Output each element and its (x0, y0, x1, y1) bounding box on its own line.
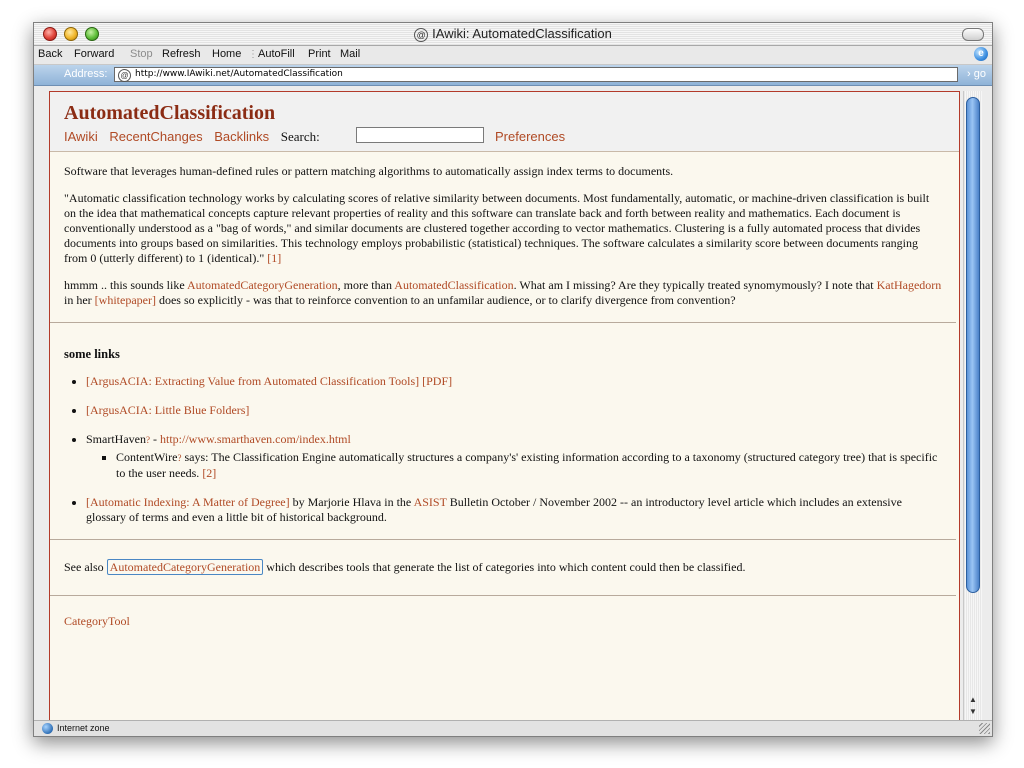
see-also-paragraph (64, 560, 942, 575)
status-bar (34, 720, 992, 737)
scroll-down-arrow-icon[interactable]: ▼ (969, 707, 977, 716)
browser-toolbar (34, 46, 992, 65)
link-argus-little-blue-folders[interactable]: [ArgusACIA: Little Blue Folders] (86, 403, 250, 417)
vertical-scrollbar[interactable] (963, 91, 982, 721)
list-text: Bulletin October / November 2002 -- an introductory level article which includes an extensive glossary of terms and even a little bit of historical background. (86, 495, 902, 524)
go-label: go (973, 68, 986, 80)
intro-paragraph: Software that leverages human-defined rules or pattern matching algorithms to automatically assign index terms to documents. (64, 164, 674, 178)
list-text: by Marjorie Hlava in the (289, 495, 414, 509)
footnote-link-1[interactable]: [1] (267, 251, 282, 265)
link-whitepaper[interactable]: [whitepaper] (94, 293, 156, 307)
nav-link-preferences[interactable]: Preferences (495, 129, 566, 144)
comment-paragraph (64, 278, 942, 308)
print-button[interactable]: Print (308, 48, 331, 60)
address-url[interactable]: http://www.IAwiki.net/AutomatedClassification (135, 69, 343, 79)
comment-text: , more than (337, 278, 395, 292)
sub-list (86, 450, 942, 481)
divider (50, 595, 956, 596)
separator-text: - (149, 432, 160, 446)
go-arrow-icon: › (967, 68, 971, 80)
page-content (49, 91, 960, 721)
link-category-tool[interactable]: CategoryTool (64, 614, 130, 628)
link-asist[interactable]: ASIST (413, 495, 447, 509)
globe-icon (42, 723, 53, 734)
address-field[interactable] (114, 67, 958, 82)
search-label: Search: (280, 129, 320, 144)
link-pdf[interactable]: [PDF] (422, 374, 453, 388)
comment-text: . What am I missing? Are they typically treated synomymously? I note that (513, 278, 877, 292)
wiki-nav (64, 129, 320, 145)
smarthaven-text: SmartHaven (86, 432, 146, 446)
link-see-also-automated-category-generation[interactable]: AutomatedCategoryGeneration (107, 559, 264, 575)
smarthaven-create-link[interactable]: ? (145, 435, 150, 445)
refresh-button[interactable]: Refresh (162, 48, 201, 60)
site-icon: @ (118, 69, 131, 82)
list-item (86, 403, 942, 418)
toolbar-separator: ⋮ (248, 49, 258, 60)
window-title-text: IAwiki: AutomatedClassification (432, 26, 612, 41)
list-item (86, 374, 942, 389)
ie-logo-icon: e (974, 47, 988, 61)
forward-button[interactable]: Forward (74, 48, 115, 60)
link-kat-hagedorn[interactable]: KatHagedorn (876, 278, 942, 292)
browser-window (33, 22, 993, 737)
list-item (86, 495, 942, 525)
scrollbar-thumb[interactable] (966, 97, 980, 593)
scroll-up-arrow-icon[interactable]: ▲ (969, 695, 977, 704)
page-title[interactable]: AutomatedClassification (64, 102, 276, 124)
back-button[interactable]: Back (38, 48, 63, 60)
link-smarthaven-url[interactable]: http://www.smarthaven.com/index.html (159, 432, 351, 446)
list-item (86, 432, 942, 481)
status-zone: Internet zone (57, 723, 110, 733)
resize-grip-icon[interactable] (979, 723, 990, 734)
comment-text: hmmm .. this sounds like (64, 278, 188, 292)
link-argus-extracting-value[interactable]: [ArgusACIA: Extracting Value from Automated Classification Tools] (86, 374, 420, 388)
comment-text: does so explicitly - was that to reinforce convention to an unfamilar audience, or to clarify divergence from convention? (155, 293, 736, 307)
site-icon: @ (414, 28, 428, 42)
contentwire-create-link[interactable]: ? (177, 453, 182, 463)
links-heading: some links (64, 347, 120, 361)
divider (50, 539, 956, 540)
go-button[interactable] (967, 68, 986, 80)
contentwire-text: ContentWire (116, 450, 178, 464)
category-paragraph (64, 614, 942, 629)
nav-link-recent-changes[interactable]: RecentChanges (109, 129, 203, 144)
quote-paragraph (64, 191, 942, 266)
autofill-button[interactable]: AutoFill (258, 48, 295, 60)
stop-button[interactable]: Stop (130, 48, 153, 60)
link-automatic-indexing[interactable]: [Automatic Indexing: A Matter of Degree] (86, 495, 290, 509)
link-automated-category-generation[interactable]: AutomatedCategoryGeneration (187, 278, 338, 292)
toolbar-toggle-button[interactable] (962, 28, 984, 41)
links-list (64, 374, 942, 525)
page-header (50, 92, 959, 152)
sub-list-item (116, 450, 942, 481)
title-bar[interactable] (34, 23, 992, 46)
page-body (64, 164, 942, 641)
contentwire-quote: says: The Classification Engine automatically structures a company's' existing information according to a taxonomy (structured category tree) that is specific to the user needs. (116, 450, 938, 480)
nav-link-iawiki[interactable]: IAwiki (64, 129, 98, 144)
divider (50, 322, 956, 323)
comment-text: in her (64, 293, 95, 307)
see-also-text: See also (64, 560, 107, 574)
nav-link-backlinks[interactable]: Backlinks (214, 129, 270, 144)
window-title (34, 26, 992, 42)
footnote-link-2[interactable]: [2] (202, 466, 217, 480)
address-label: Address: (64, 68, 108, 80)
quote-text: "Automatic classification technology works by calculating scores of relative similarity between documents. Most fundamentally, automatic, or machine-driven classification is built on the idea that mathematical concepts capture relevant properties of reality and this software can translate back and forth between reality and mathematics. Each document is conventionally understood as a "bag of words," and similar documents are clustered together according to vector mathematics. Clustering is a fully automated process that divides documents into groups based on similarities. This technology employs probabilistic (statistical) techniques. The software calculates a similarity score between documents ranging from 0 (utterly different) to 1 (identical)." (64, 191, 930, 265)
search-input[interactable] (356, 127, 484, 143)
see-also-text: which describes tools that generate the list of categories into which content could then be classified. (266, 560, 746, 574)
address-bar (34, 65, 992, 86)
link-automated-classification[interactable]: AutomatedClassification (394, 278, 514, 292)
mail-button[interactable]: Mail (340, 48, 361, 60)
home-button[interactable]: Home (212, 48, 242, 60)
